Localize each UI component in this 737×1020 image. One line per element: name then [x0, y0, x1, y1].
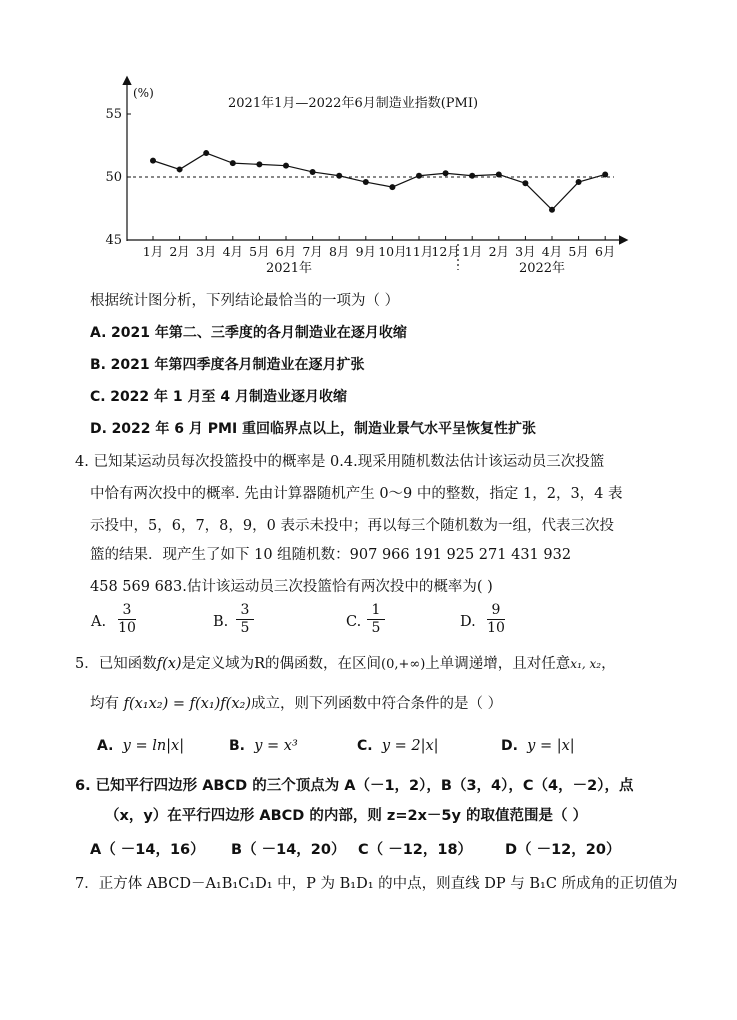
- x-tick-label: 6月: [594, 244, 616, 259]
- q4-option-c-numerator: 1: [371, 602, 381, 618]
- y-tick-label: 50: [105, 170, 122, 185]
- q3-option-a-text: 2021 年第二、三季度的各月制造业在逐月收缩: [111, 325, 407, 341]
- q5-line-1: [75, 654, 616, 675]
- q4-option-b-numerator: 3: [240, 602, 250, 618]
- q5-option-b[interactable]: [229, 738, 298, 754]
- x-tick-label: 1月: [461, 244, 483, 259]
- x-tick-label: 5月: [568, 244, 589, 259]
- x-tick-label: 4月: [222, 244, 244, 259]
- x-tick-label: 1月: [142, 244, 164, 259]
- q6-option-d-text: （ －12，20）: [517, 842, 621, 858]
- data-point: [203, 150, 209, 156]
- q6-option-c-text: （ －12，18）: [368, 842, 473, 858]
- q5-line-2: [90, 694, 502, 714]
- q4-line-5: 458 569 683.估计该运动员三次投篮恰有两次投中的概率为( ): [90, 579, 493, 595]
- q6-line-1: 6. 已知平行四边形 ABCD 的三个顶点为 A（－1，2），B（3，4），C（4，－2），点: [75, 778, 634, 794]
- q4-option-b-fraction[interactable]: [236, 602, 254, 637]
- data-point: [522, 180, 528, 186]
- q5-function-fx: f(x): [156, 656, 182, 672]
- data-point: [256, 161, 262, 167]
- x-tick-label: 10月: [378, 244, 407, 259]
- q5-option-b-expr: y = x³: [254, 738, 298, 754]
- q5-option-a-expr: y = ln|x|: [122, 738, 185, 754]
- q3-option-c-letter: C.: [90, 389, 106, 405]
- q3-option-a-letter: A.: [90, 325, 107, 341]
- x-tick-label: 2月: [488, 244, 510, 259]
- data-point: [177, 166, 183, 172]
- q4-option-c-letter[interactable]: C.: [346, 614, 362, 630]
- year-label-2021: 2021年: [265, 261, 313, 276]
- y-tick-label: 55: [105, 107, 122, 122]
- q3-option-d[interactable]: [90, 419, 536, 439]
- y-axis-unit: (%): [133, 86, 154, 100]
- q3-option-b-text: 2021 年第四季度各月制造业在逐月扩张: [110, 357, 365, 373]
- q6-option-c-letter: C: [358, 842, 369, 858]
- data-point: [363, 179, 369, 185]
- q5-text-7: 成立，则下列函数中符合条件的是（ ）: [250, 696, 503, 712]
- q5-text-4: 上单调递增，且对任意: [425, 656, 571, 672]
- q5-text-3: 的偶函数，在区间: [265, 656, 382, 672]
- q5-option-c[interactable]: [357, 738, 439, 754]
- q5-option-d-expr: y = |x|: [527, 738, 575, 754]
- q3-stem: 根据统计图分析，下列结论最恰当的一项为（ ）: [90, 293, 400, 309]
- q4-option-c-fraction[interactable]: [367, 602, 385, 637]
- q5-text-1: 5．已知函数: [75, 656, 157, 672]
- q5-vars: x₁, x₂: [570, 657, 602, 671]
- x-tick-label: 4月: [541, 244, 563, 259]
- q6-option-b-text: （ －14，20）: [242, 842, 346, 858]
- q4-line-3: 示投中，5，6，7，8，9，0 表示未投中；再以每三个随机数为一组，代表三次投: [90, 518, 614, 534]
- q4-option-b-letter[interactable]: B.: [213, 614, 229, 630]
- year-label-2022: 2022年: [518, 261, 566, 276]
- q5-option-c-letter: C.: [357, 738, 373, 754]
- q5-domain-r: R: [254, 656, 266, 672]
- q6-line-2: （x，y）在平行四边形 ABCD 的内部，则 z=2x－5y 的取值范围是（ ）: [105, 808, 588, 824]
- q4-option-a-denominator: 10: [118, 620, 136, 636]
- data-point: [310, 169, 316, 175]
- pmi-series-line: [153, 153, 605, 210]
- q5-interval: (0,+∞): [381, 657, 426, 672]
- q5-option-b-letter: B.: [229, 738, 245, 754]
- q4-option-b-denominator: 5: [240, 620, 250, 636]
- q5-option-d-letter: D.: [501, 738, 518, 754]
- x-tick-label: 11月: [404, 244, 434, 259]
- y-tick-label: 45: [105, 233, 122, 248]
- q5-option-a-letter: A.: [97, 738, 114, 754]
- q4-option-a-numerator: 3: [122, 602, 132, 618]
- q7-line-1: 7．正方体 ABCD－A₁B₁C₁D₁ 中，P 为 B₁D₁ 的中点，则直线 DP 与 B₁C 所成角的正切值为: [75, 876, 678, 892]
- q4-option-d-denominator: 10: [487, 620, 505, 636]
- x-tick-label: 12月: [431, 244, 460, 259]
- data-point: [283, 163, 289, 169]
- data-point: [602, 171, 608, 177]
- data-point: [230, 160, 236, 166]
- q6-option-b-letter: B: [231, 842, 243, 858]
- q4-option-d-letter[interactable]: D.: [460, 614, 476, 630]
- x-tick-label: 3月: [195, 244, 217, 259]
- chart-title: 2021年1月—2022年6月制造业指数(PMI): [228, 96, 479, 111]
- q3-option-a[interactable]: [90, 323, 407, 343]
- q4-line-4: 篮的结果．现产生了如下 10 组随机数：907 966 191 925 271 431 932: [90, 547, 572, 563]
- q3-option-d-letter: D.: [90, 421, 107, 437]
- data-point: [469, 173, 475, 179]
- q4-option-d-numerator: 9: [491, 602, 501, 618]
- data-point: [549, 207, 555, 213]
- data-point: [443, 170, 449, 176]
- q5-option-d[interactable]: [501, 738, 575, 754]
- x-tick-label: 9月: [355, 244, 377, 259]
- q5-option-a[interactable]: [97, 738, 184, 754]
- pmi-line-chart: [0, 0, 737, 290]
- q4-option-d-fraction[interactable]: [487, 602, 505, 637]
- q6-option-b[interactable]: [231, 838, 345, 859]
- q5-text-6: 均有: [90, 696, 119, 712]
- data-point: [389, 184, 395, 190]
- data-point: [576, 179, 582, 185]
- q6-option-a-text: （ －14，16）: [101, 842, 205, 858]
- q4-option-a-letter[interactable]: A.: [91, 614, 107, 630]
- q4-option-c-denominator: 5: [371, 620, 381, 636]
- q3-option-c-text: 2022 年 1 月至 4 月制造业逐月收缩: [110, 389, 348, 405]
- q3-option-d-text: 2022 年 6 月 PMI 重回临界点以上，制造业景气水平呈恢复性扩张: [111, 421, 537, 437]
- q3-option-b-letter: B.: [90, 357, 106, 373]
- q6-option-d[interactable]: [505, 838, 620, 859]
- x-tick-label: 7月: [302, 244, 323, 259]
- q4-line-2: 中恰有两次投中的概率. 先由计算器随机产生 0～9 中的整数，指定 1，2，3，4 表: [90, 486, 623, 502]
- q4-option-a-fraction[interactable]: [118, 602, 136, 637]
- q5-text-5: ，: [601, 656, 616, 672]
- data-point: [150, 158, 156, 164]
- q4-line-1: 4. 已知某运动员每次投篮投中的概率是 0.4.现采用随机数法估计该运动员三次投篮: [75, 454, 605, 470]
- x-tick-label: 3月: [515, 244, 536, 259]
- q3-option-b[interactable]: [90, 355, 364, 375]
- q5-equation: f(x₁x₂) = f(x₁)f(x₂): [123, 696, 251, 712]
- x-tick-label: 5月: [249, 244, 270, 259]
- x-tick-label: 8月: [328, 244, 350, 259]
- q6-option-c[interactable]: [358, 838, 472, 859]
- x-tick-label: 6月: [275, 244, 297, 259]
- q6-option-d-letter: D: [505, 842, 518, 858]
- data-point: [416, 173, 422, 179]
- q5-option-c-expr: y = 2|x|: [381, 738, 439, 754]
- pmi-points: [150, 150, 608, 213]
- q3-option-c[interactable]: [90, 387, 347, 407]
- x-tick-label: 2月: [169, 244, 190, 259]
- q6-option-a-letter: A: [90, 842, 102, 858]
- data-point: [336, 173, 342, 179]
- q5-text-2: 是定义域为: [181, 656, 255, 672]
- q6-option-a[interactable]: [90, 838, 205, 859]
- data-point: [496, 171, 502, 177]
